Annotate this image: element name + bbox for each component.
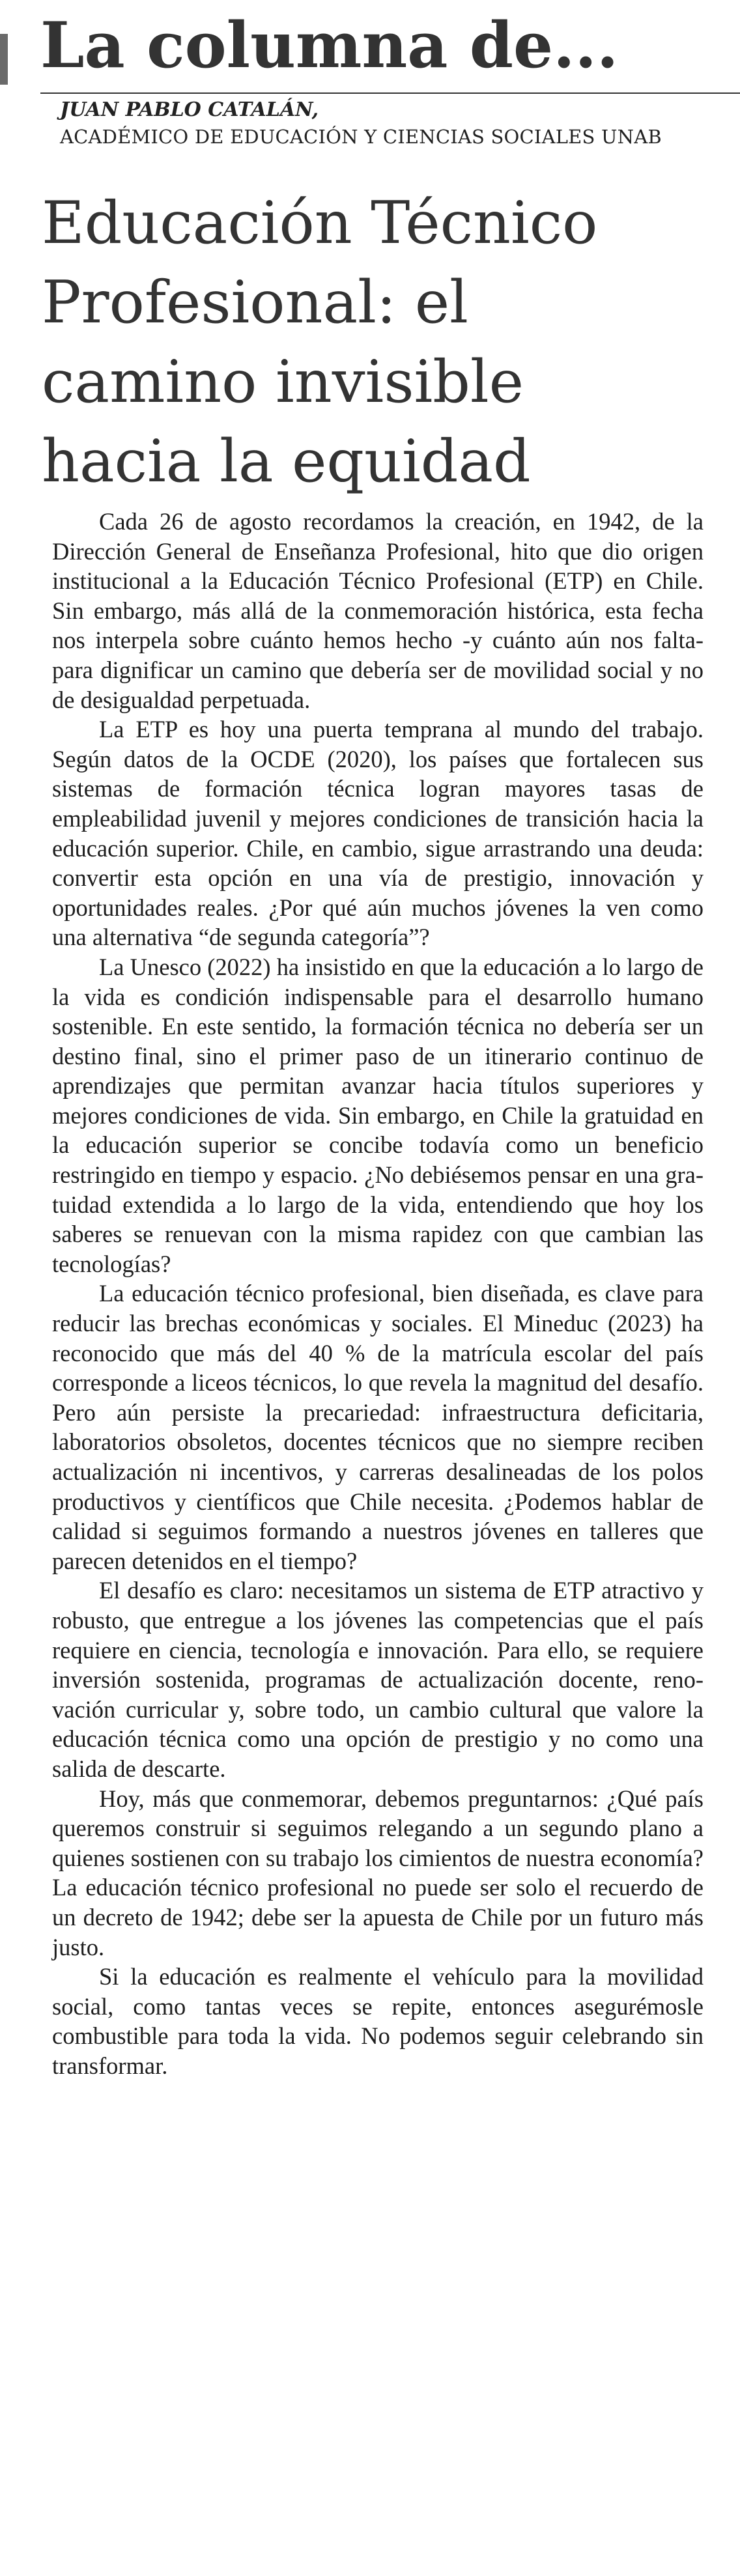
headline-line: Profesional: el xyxy=(42,268,468,337)
article-body xyxy=(52,507,704,2080)
body-paragraph: La educación técnico profesional, bien diseñada, es clave para reducir las brechas económicas y sociales. El Mineduc (2023) ha reconocido que más del 40 % de la matrícula escolar del país corresponde a liceos técnicos, lo que revela la magnitud del desafío. Pero aún persiste la precariedad: infraestructura deficitaria, laboratorios obsoletos, docentes técnicos que no siempre reciben actualización ni incentivos, y carreras desalineadas de los polos productivos y científicos que Chile necesita. ¿Podemos hablar de calidad si seguimos formando a nuestros jóvenes en talleres que parecen detenidos en el tiempo? xyxy=(52,1280,704,1574)
headline-line: Educación Técnico xyxy=(42,189,598,257)
author-affiliation: ACADÉMICO DE EDUCACIÓN Y CIENCIAS SOCIALES UNAB xyxy=(60,126,662,148)
author-name: JUAN PABLO CATALÁN, xyxy=(60,98,319,121)
body-paragraph: Cada 26 de agosto recordamos la creación, en 1942, de la Dirección General de Enseñanza Profesional, hito que dio origen institucional a la Educación Técnico Profesional (ETP) en Chile. Sin embargo, más allá de la conmemoración histórica, esta fecha nos interpela sobre cuánto hemos hecho -y cuánto aún nos falta- para dignificar un camino que debería ser de movilidad social y no de desigualdad perpetuada. xyxy=(52,508,704,713)
body-paragraph: Hoy, más que conmemorar, debemos preguntarnos: ¿Qué país queremos construir si seguimos relegando a un segundo plano a quienes sostienen con su trabajo los cimientos de nuestra economía? La educación técnico profesional no puede ser solo el recuerdo de un decreto de 1942; debe ser la apuesta de Chile por un futuro más justo. xyxy=(52,1785,704,1960)
kicker-rule xyxy=(40,92,740,94)
headline-line: camino invisible xyxy=(42,348,524,416)
column-marker-bar xyxy=(0,34,8,85)
body-paragraph: El desafío es claro: necesitamos un sistema de ETP atractivo y robusto, que entregue a los jóvenes las competencias que el país requiere en ciencia, tecnología e innovación. Para ello, se requiere inversión sostenida, programas de actualización docente, renovación curricular y, sobre todo, un cambio cultural que valore la educación técnica como una opción de prestigio y no como una salida de descarte. xyxy=(52,1577,704,1782)
article-headline xyxy=(42,184,732,502)
body-paragraph: La Unesco (2022) ha insistido en que la educación a lo largo de la vida es condición indispensable para el desarrollo humano sostenible. En este sentido, la formación técnica no debería ser un destino final, sino el primer paso de un itinerario continuo de aprendizajes que permitan avanzar hacia títulos superiores y mejores condiciones de vida. Sin embargo, en Chile la gratuidad en la educación superior se concibe todavía como un beneficio restringido en tiempo y espacio. ¿No debiésemos pensar en una gratuidad extendida a lo largo de la vida, entendiendo que hoy los saberes se renuevan con la misma rapidez con que cambian las tecnologías? xyxy=(52,953,704,1277)
body-paragraph: Si la educación es realmente el vehículo para la movilidad social, como tantas veces se repite, entonces asegurémosle combustible para toda la vida. No podemos seguir celebrando sin transformar. xyxy=(52,1963,704,2079)
headline-line: hacia la equidad xyxy=(42,427,531,496)
column-kicker: La columna de... xyxy=(40,8,619,82)
body-paragraph: La ETP es hoy una puerta temprana al mundo del trabajo. Según datos de la OCDE (2020), los países que fortalecen sus sistemas de formación técnica logran mayores tasas de empleabilidad juvenil y mejores condiciones de transición hacia la educación superior. Chile, en cambio, sigue arrastrando una deuda: convertir esta opción en una vía de prestigio, innovación y oportunidades reales. ¿Por qué aún muchos jóvenes la ven como una alternativa “de segunda categoría”? xyxy=(52,716,704,951)
